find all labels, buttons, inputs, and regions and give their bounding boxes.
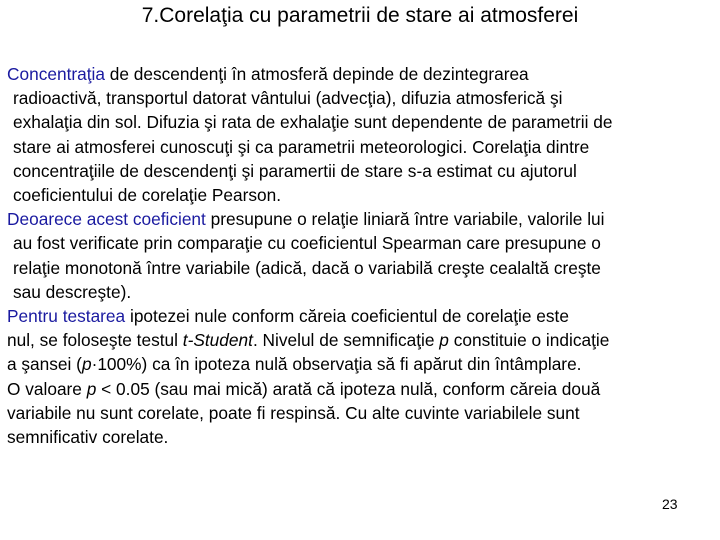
page-number: 23 [662, 496, 678, 512]
text-line [7, 328, 713, 352]
text-line: stare ai atmosferei cunoscuţi şi ca parametrii meteorologici. Corelaţia dintre [13, 136, 590, 157]
italic-term: p [81, 354, 92, 375]
accent-text: Concentraţia [7, 64, 105, 84]
text-line: au fost verificate prin comparaţie cu coeficientul Spearman care presupune o [13, 233, 601, 254]
text-line: radioactivă, transportul datorat vântului (advecţia), difuzia atmosferică şi [13, 88, 563, 109]
text-line [7, 377, 713, 401]
text-line: concentraţiile de descendenţi şi paramertii de stare s-a estimat cu ajutorul [13, 160, 577, 181]
line-text: O valoare [7, 378, 87, 399]
paragraph-p-value [7, 377, 713, 450]
line-text: constituie o indicaţie [448, 330, 610, 351]
accent-text: Deoarece acest coeficient [7, 209, 206, 230]
line-text: presupune o relaţie liniară între variabile, valorile lui [205, 209, 605, 230]
line-text: < 0.05 (sau mai mică) arată că ipoteza nulă, conform căreia două [96, 378, 601, 399]
italic-term: t-Student [182, 330, 253, 351]
accent-text: Pentru testarea [7, 306, 126, 327]
line-text: ·100%) ca în ipoteza nulă observaţia să fi apărut din întâmplare. [91, 354, 582, 375]
slide-body [7, 62, 713, 449]
text-line [7, 62, 713, 86]
text-line: variabile nu sunt corelate, poate fi respinsă. Cu alte cuvinte variabilele sunt [7, 402, 580, 423]
text-line [7, 352, 713, 376]
text-line: sau descreşte). [13, 281, 132, 302]
line-text: ipotezei nule conform căreia coeficientul de corelaţie este [125, 306, 569, 327]
line-text: a şansei ( [7, 354, 82, 375]
paragraph-t-student [7, 304, 713, 377]
paragraph-pearson [7, 62, 713, 207]
line-text: . Nivelul de semnificaţie [252, 330, 440, 351]
text-line [7, 304, 713, 328]
paragraph-spearman [7, 207, 713, 304]
text-line: relaţie monotonă între variabile (adică, dacă o variabilă creşte cealaltă creşte [13, 257, 601, 278]
line-text: nul, se foloseşte testul [7, 330, 183, 351]
italic-term: p [439, 330, 449, 351]
text-line: semnificativ corelate. [7, 427, 169, 448]
slide-title: 7.Corelaţia cu parametrii de stare ai atmosferei [141, 4, 579, 27]
line-text: de descendenţi în atmosferă depinde de dezintegrarea [104, 64, 529, 84]
text-line [7, 207, 713, 231]
italic-term: p [86, 378, 97, 399]
text-line: coeficientului de corelaţie Pearson. [13, 185, 282, 206]
text-line: exhalaţia din sol. Difuzia şi rata de exhalaţie sunt dependente de parametrii de [13, 112, 613, 133]
